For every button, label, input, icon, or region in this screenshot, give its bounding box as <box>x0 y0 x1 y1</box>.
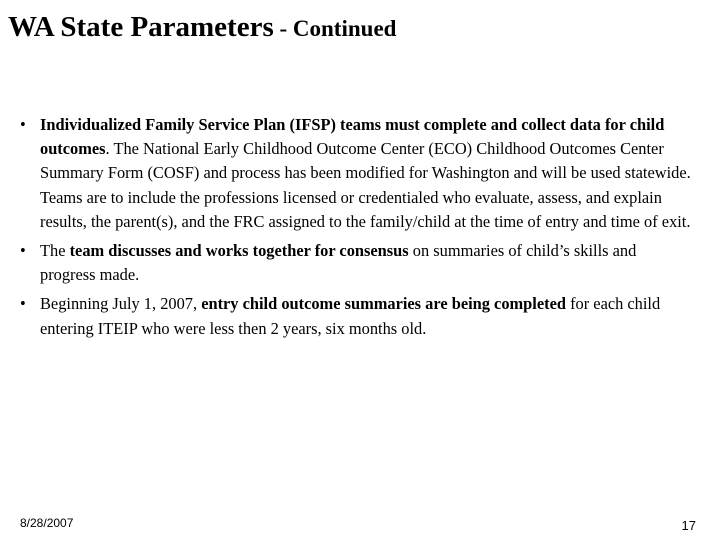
slide-title-main: WA State Parameters <box>8 11 274 43</box>
slide-title <box>8 6 396 45</box>
bullet-text-bold: entry child outcome summaries are being completed <box>201 294 566 314</box>
bullet-text: on summaries of child’s skills and progress made. <box>40 241 637 285</box>
bullet-text: for each child entering ITEIP who were less then 2 years, six months old. <box>40 294 661 338</box>
bullet-text: . The National Early Childhood Outcome Center (ECO) Childhood Outcomes Center Summary Form (COSF) and process has been modified for Washington and will be used statewide. Teams are to include the professions licensed or credentialed who evaluate, assess, and explain results, the parent(s), and the FRC assigned to the family/child at the time of entry and time of exit. <box>40 139 691 231</box>
slide-title-subtitle: - Continued <box>273 16 397 41</box>
bullet-marker: • <box>20 115 26 134</box>
bullet-text-bold: Individualized Family Service Plan (IFSP) teams must complete and collect data for child outcomes <box>40 115 665 159</box>
bullet-list <box>20 113 692 346</box>
footer-date: 8/28/2007 <box>20 516 74 530</box>
bullet-item-entry-summaries <box>20 292 692 340</box>
bullet-marker: • <box>20 241 26 261</box>
page-number: 17 <box>681 518 696 533</box>
bullet-text: Beginning July 1, 2007, <box>40 294 202 314</box>
bullet-text: The <box>40 241 70 261</box>
bullet-item-team-consensus <box>20 239 692 287</box>
bullet-marker: • <box>20 294 26 314</box>
bullet-text-bold: team discusses and works together for consensus <box>69 241 409 261</box>
bullet-item-ifsp-teams <box>20 113 692 234</box>
